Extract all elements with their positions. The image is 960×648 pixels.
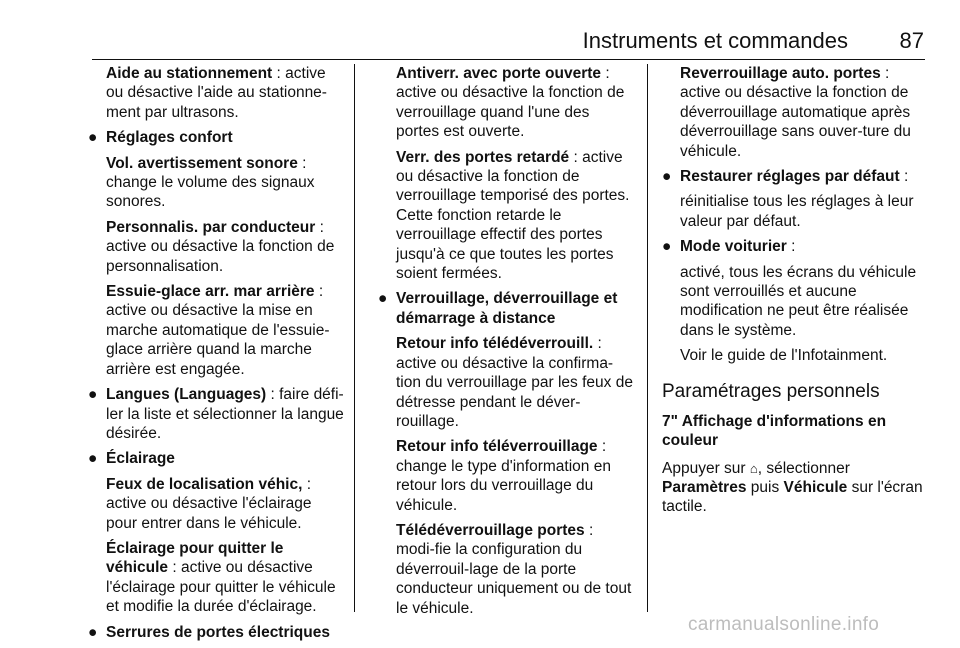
bullet-icon: ● bbox=[88, 386, 98, 404]
bullet-verrouillage bbox=[378, 289, 634, 328]
bullet-label: Verrouillage, déverrouillage et démarrage à distance bbox=[396, 290, 618, 327]
bullet-label: Éclairage bbox=[106, 450, 175, 468]
bullet-reglages bbox=[88, 128, 344, 147]
bullet-icon: ● bbox=[662, 238, 672, 256]
bullet-icon: ● bbox=[88, 450, 98, 468]
term: Éclairage pour quitter le véhicule bbox=[106, 539, 284, 577]
term: Retour info téléverrouillage bbox=[396, 438, 598, 456]
term: Retour info télédéverrouill. bbox=[396, 335, 594, 353]
text: , sélectionner bbox=[757, 459, 850, 477]
text: puis bbox=[746, 478, 784, 496]
page-title: Instruments et commandes bbox=[582, 28, 848, 53]
bullet-restaurer bbox=[662, 167, 928, 186]
text: Appuyer sur bbox=[662, 459, 750, 477]
paragraph-feux bbox=[88, 475, 344, 533]
term: Antiverr. avec porte ouverte bbox=[396, 65, 602, 82]
description: : active ou désactive l'éclairage pour quitter le véhicule et modifie la durée d'éclairage. bbox=[106, 559, 336, 616]
bullet-label: Langues (Languages) bbox=[106, 386, 267, 404]
column-1 bbox=[88, 64, 344, 648]
term: Paramètres bbox=[662, 478, 747, 496]
section-heading: Paramétrages personnels bbox=[662, 380, 880, 402]
paragraph-reverr bbox=[662, 64, 928, 161]
paragraph-antiverr bbox=[378, 64, 634, 142]
paragraph-voiturier: activé, tous les écrans du véhicule sont verrouillés et aucune modification ne peut être réalisée dans le système. bbox=[680, 263, 917, 339]
paragraph-retour-ver bbox=[378, 437, 634, 515]
watermark: carmanualsonline.info bbox=[688, 614, 880, 635]
description: : active ou désactive l'éclairage pour entrer dans le véhicule. bbox=[106, 475, 312, 532]
paragraph-retour-dev bbox=[378, 334, 634, 431]
term: Feux de localisation véhic, bbox=[106, 475, 303, 493]
bullet-voiturier bbox=[662, 237, 928, 256]
bullet-label: Réglages confort bbox=[106, 129, 233, 147]
paragraph-quitter bbox=[88, 539, 344, 617]
description: : faire défi-ler la liste et sélectionner la langue désirée. bbox=[106, 386, 344, 442]
page-header bbox=[0, 27, 960, 63]
term: Véhicule bbox=[783, 478, 848, 496]
colon: : bbox=[786, 238, 796, 256]
term: Reverrouillage auto. portes bbox=[680, 65, 881, 82]
paragraph-aide bbox=[88, 64, 344, 122]
page-number: 87 bbox=[899, 28, 924, 53]
bullet-langues bbox=[88, 385, 344, 443]
bullet-label: Mode voiturier bbox=[680, 238, 787, 256]
term: Personnalis. par conducteur bbox=[106, 218, 316, 236]
paragraph-appuyer bbox=[662, 459, 928, 517]
bullet-label: Restaurer réglages par défaut bbox=[680, 168, 900, 186]
term: Verr. des portes retardé bbox=[396, 148, 570, 166]
description: : modi-fie la configuration du déverrouil-lage de la porte conducteur uniquement ou de tout le véhicule. bbox=[396, 521, 632, 617]
bullet-icon: ● bbox=[88, 129, 98, 147]
paragraph-retarde bbox=[378, 148, 634, 284]
bullet-icon: ● bbox=[662, 168, 672, 186]
bullet-serrures bbox=[88, 623, 344, 642]
paragraph-essuie bbox=[88, 282, 344, 379]
home-icon: ⌂ bbox=[749, 460, 758, 476]
paragraph-perso bbox=[88, 218, 344, 276]
text: sur l'écran tactile. bbox=[662, 478, 923, 516]
column-2 bbox=[378, 64, 634, 624]
term: Télédéverrouillage portes bbox=[396, 521, 585, 539]
description: : active ou désactive la mise en marche automatique de l'essuie-glace arrière quand la marche arrière est engagée. bbox=[106, 283, 330, 378]
description: : active ou désactive la confirma-tion du verrouillage par les feux de détresse pendant le déver-rouillage. bbox=[396, 335, 633, 430]
bullet-icon: ● bbox=[378, 290, 388, 308]
paragraph-vol bbox=[88, 154, 344, 212]
bullet-label: Serrures de portes électriques bbox=[106, 623, 330, 641]
description: : active ou désactive la fonction de verrouillage quand l'une des portes est ouverte. bbox=[396, 65, 625, 141]
colon: : bbox=[899, 168, 909, 186]
column-3 bbox=[662, 64, 928, 517]
term: Vol. avertissement sonore bbox=[106, 154, 298, 172]
paragraph-teledev bbox=[378, 521, 634, 618]
description: : active ou désactive la fonction de déverrouillage automatique après déverrouillage sans ouver-ture du véhicule. bbox=[680, 65, 911, 160]
description: : active ou désactive la fonction de personnalisation. bbox=[106, 218, 335, 275]
paragraph-restaurer: réinitialise tous les réglages à leur valeur par défaut. bbox=[680, 193, 914, 230]
column-divider bbox=[647, 64, 648, 612]
description: : change le volume des signaux sonores. bbox=[106, 154, 315, 211]
description: : active ou désactive l'aide au stationne-ment par ultrasons. bbox=[106, 65, 327, 121]
description: : change le type d'information en retour lors du verrouillage du véhicule. bbox=[396, 438, 611, 514]
column-divider bbox=[354, 64, 355, 612]
bullet-icon: ● bbox=[88, 623, 98, 641]
header-rule bbox=[92, 59, 925, 60]
description: : active ou désactive la fonction de verrouillage temporisé des portes. Cette fonction retarde le verrouillage effectif des portes jusqu'à ce que toutes les portes soient fermées. bbox=[396, 148, 630, 283]
paragraph-voiturier-note: Voir le guide de l'Infotainment. bbox=[680, 347, 888, 365]
term: Aide au stationnement bbox=[106, 65, 273, 82]
bullet-eclairage bbox=[88, 449, 344, 468]
term: Essuie-glace arr. mar arrière bbox=[106, 283, 315, 301]
sub-heading: 7" Affichage d'informations en couleur bbox=[662, 412, 887, 450]
